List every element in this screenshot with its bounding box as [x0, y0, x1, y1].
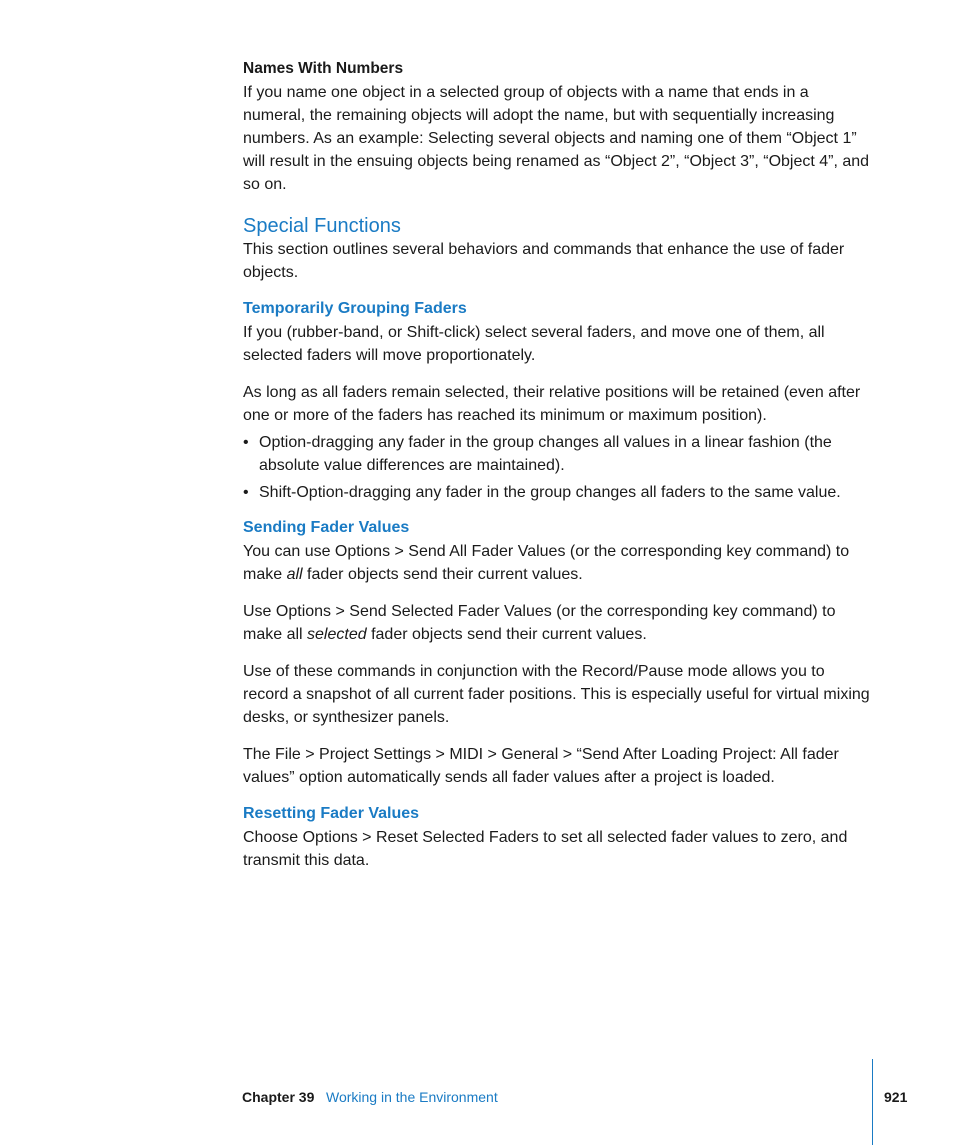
grouping-paragraph-1: If you (rubber-band, or Shift-click) select several faders, and move one of them, all selected faders will move proportionately.: [243, 324, 825, 364]
emphasis-selected: selected: [307, 626, 367, 643]
footer-chapter-title: Working in the Environment: [326, 1089, 498, 1105]
bullet-icon: •: [243, 434, 249, 451]
names-heading: Names With Numbers: [243, 60, 404, 77]
emphasis-all: all: [286, 566, 303, 583]
sending-paragraph-3: Use of these commands in conjunction with the Record/Pause mode allows you to record a snapshot of all current fader positions. This is especially useful for virtual mixing desks, or synthesizer panels.: [243, 663, 870, 726]
footer-divider: [872, 1059, 873, 1145]
sending-paragraph-4: The File > Project Settings > MIDI > General > “Send After Loading Project: All fader values” option automatically sends all fader values after a project is loaded.: [243, 746, 839, 786]
sending-heading: Sending Fader Values: [243, 519, 410, 536]
names-body: If you name one object in a selected group of objects with a name that ends in a numeral, the remaining objects will adopt the name, but with sequentially increasing numbers. As an example: Selecting several objects and naming one of them “Object 1” will result in the ensuing objects being renamed as “Object 2”, “Object 3”, “Object 4”, and so on.: [243, 84, 870, 193]
resetting-paragraph: Choose Options > Reset Selected Faders to set all selected fader values to zero, and transmit this data.: [243, 829, 848, 869]
sending-paragraph-2: Use Options > Send Selected Fader Values (or the corresponding key command) to make all selected fader objects send their current values.: [243, 603, 836, 643]
bullet-text: Option-dragging any fader in the group changes all values in a linear fashion (the absolute value differences are maintained).: [259, 434, 832, 474]
footer-chapter: Chapter 39: [242, 1089, 315, 1105]
list-item: [243, 431, 871, 477]
grouping-paragraph-2: As long as all faders remain selected, their relative positions will be retained (even after one or more of the faders has reached its minimum or maximum position).: [243, 384, 861, 424]
page-number: 921: [884, 1089, 908, 1105]
list-item: [243, 481, 871, 504]
special-intro: This section outlines several behaviors and commands that enhance the use of fader objects.: [243, 241, 845, 281]
grouping-heading: Temporarily Grouping Faders: [243, 300, 467, 317]
grouping-bullet-list: [243, 431, 871, 504]
bullet-text: Shift-Option-dragging any fader in the group changes all faders to the same value.: [259, 484, 841, 501]
bullet-icon: •: [243, 484, 249, 501]
special-functions-heading: Special Functions: [243, 215, 401, 237]
sending-paragraph-1: You can use Options > Send All Fader Values (or the corresponding key command) to make all fader objects send their current values.: [243, 543, 850, 583]
resetting-heading: Resetting Fader Values: [243, 805, 420, 822]
